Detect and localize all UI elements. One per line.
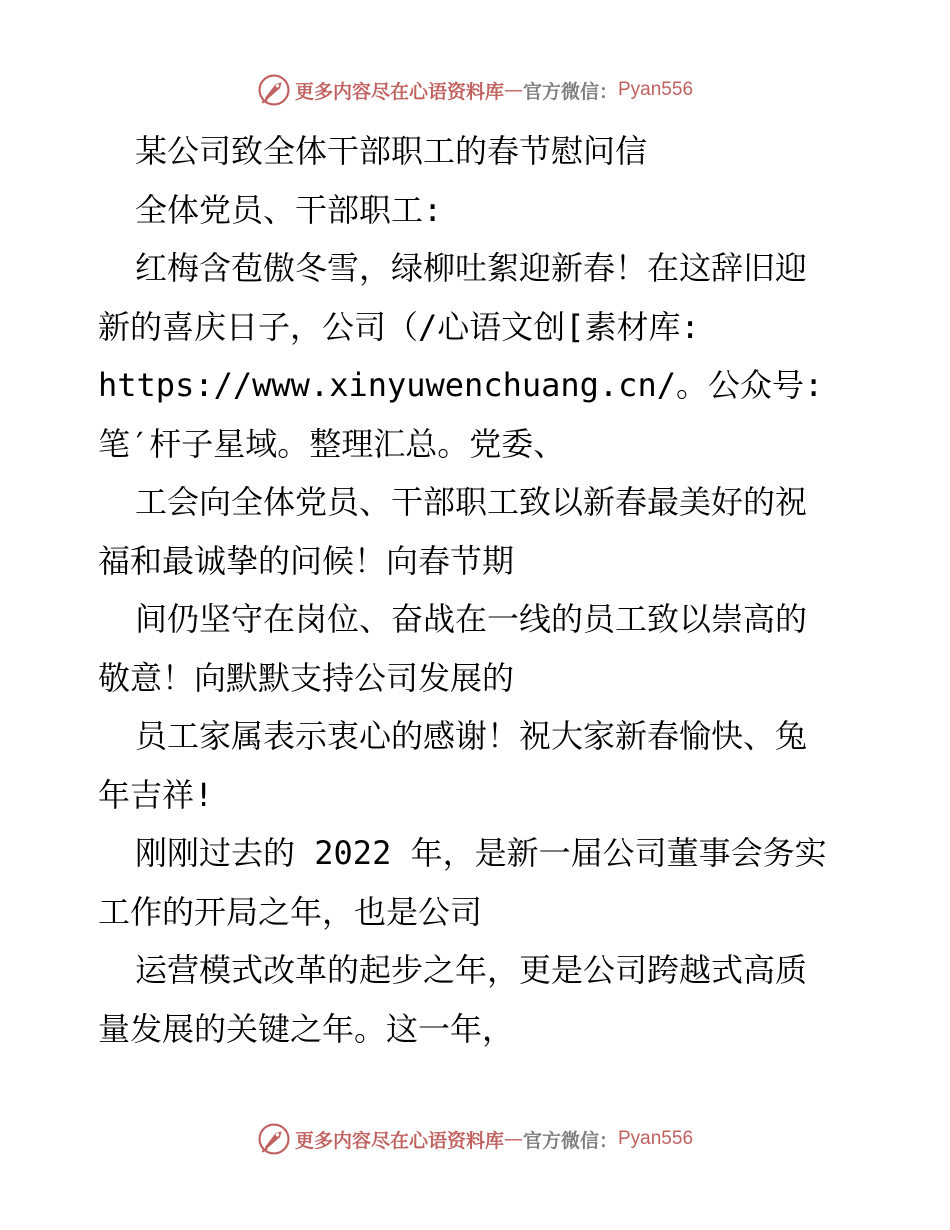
document-body <box>98 122 858 1058</box>
watermark-wechat-id: Pyan556 <box>618 79 694 100</box>
document-title: 某公司致全体干部职工的春节慰问信 <box>135 132 648 170</box>
pen-nib-logo-icon <box>257 73 291 107</box>
text-line: 新的喜庆日子，公司（/心语文创[素材库: <box>98 307 700 346</box>
text-line: https://www.xinyuwenchuang.cn/。公众号: <box>98 366 824 404</box>
text-line: 敬意！向默默支持公司发展的 <box>98 658 515 697</box>
footer-watermark <box>0 1119 950 1159</box>
text-line: 年吉祥! <box>98 775 214 814</box>
watermark-wechat-label: 官方微信： <box>522 80 618 103</box>
watermark-wechat-id: Pyan556 <box>618 1128 694 1149</box>
text-line: 工作的开局之年，也是公司 <box>98 892 483 931</box>
salutation: 全体党员、干部职工: <box>135 190 443 229</box>
watermark-site-text: 更多内容尽在心语资料库 <box>294 80 504 103</box>
text-line: 笔′杆子星域。整理汇总。党委、 <box>98 424 566 463</box>
text-line: 量发展的关键之年。这一年， <box>98 1009 515 1048</box>
text-line: 间仍坚守在岗位、奋战在一线的员工致以崇高的 <box>135 600 808 638</box>
text-line: 工会向全体党员、干部职工致以新春最美好的祝 <box>135 483 808 521</box>
pen-nib-logo-icon <box>257 1122 291 1156</box>
text-line: 福和最诚挚的问候！向春节期 <box>98 541 515 580</box>
text-line: 员工家属表示衷心的感谢！祝大家新春愉快、兔 <box>135 717 808 755</box>
watermark-site-text: 更多内容尽在心语资料库 <box>294 1129 504 1152</box>
watermark-separator: — <box>503 79 523 101</box>
watermark-wechat-label: 官方微信： <box>522 1129 618 1152</box>
header-watermark <box>0 70 950 110</box>
text-line: 运营模式改革的起步之年，更是公司跨越式高质 <box>135 951 808 989</box>
watermark-separator: — <box>503 1128 523 1150</box>
text-line: 刚刚过去的 2022 年，是新一届公司董事会务实 <box>135 834 827 872</box>
text-line: 红梅含苞傲冬雪，绿柳吐絮迎新春！在这辞旧迎 <box>135 249 808 287</box>
